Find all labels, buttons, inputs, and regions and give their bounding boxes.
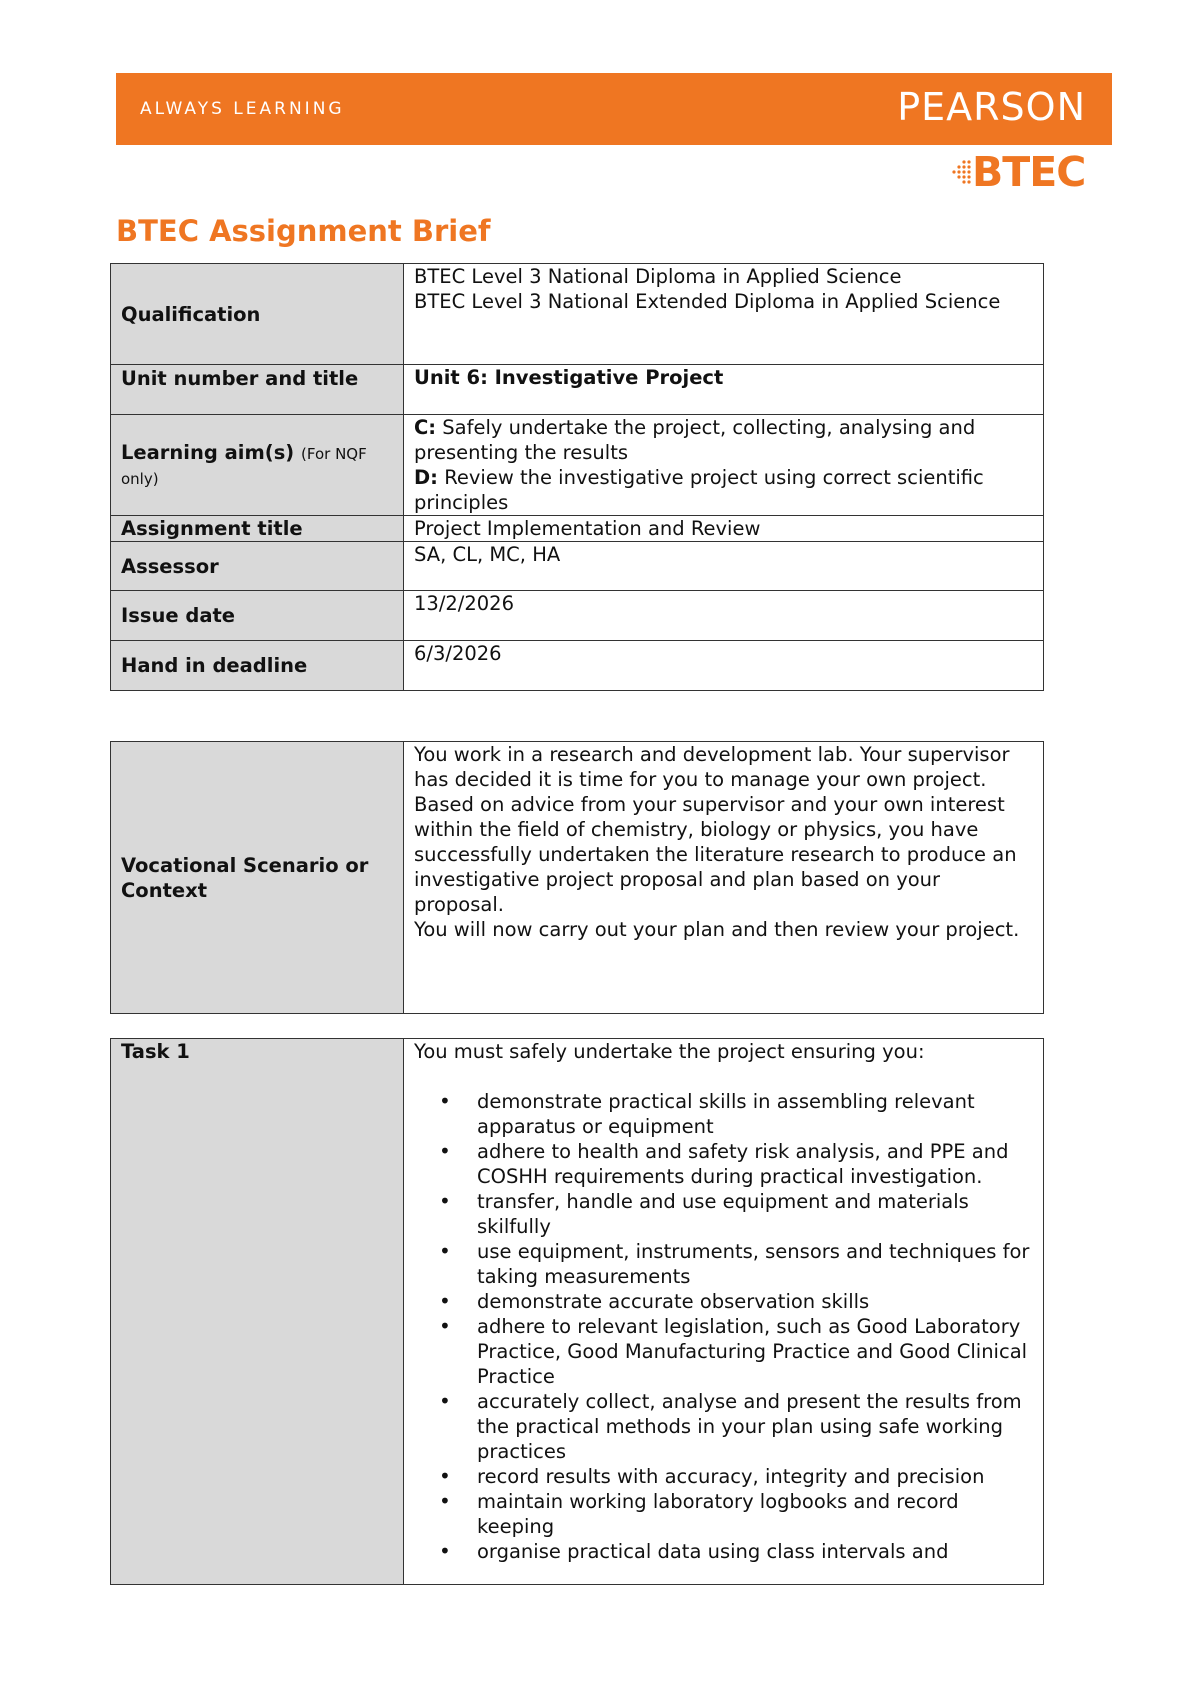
- assignment-title-value: Project Implementation and Review: [404, 516, 1044, 542]
- task1-intro: You must safely undertake the project ensuring you:: [414, 1040, 925, 1063]
- learning-aims-value: [404, 415, 1044, 516]
- qualification-value: BTEC Level 3 National Diploma in Applied Science BTEC Level 3 National Extended Diploma in Applied Science: [404, 264, 1044, 365]
- deadline-label: Hand in deadline: [111, 641, 404, 691]
- list-item: • maintain working laboratory logbooks and record keeping: [477, 1489, 1033, 1539]
- aims-note: (For NQF only): [121, 445, 367, 488]
- task1-content: [404, 1039, 1044, 1585]
- list-item: • organise practical data using class intervals and: [477, 1539, 1033, 1564]
- pearson-banner: [116, 73, 1112, 145]
- issue-date-label: Issue date: [111, 591, 404, 641]
- deadline-value: 6/3/2026: [404, 641, 1044, 691]
- scenario-paragraph: Based on advice from your supervisor and your own interest within the field of chemistry, biology or physics, you have successfully undertaken the literature research to produce an investigative project proposal and plan based on your proposal.: [414, 793, 1017, 916]
- task1-label: Task 1: [111, 1039, 404, 1585]
- list-item: • demonstrate practical skills in assembling relevant apparatus or equipment: [477, 1089, 1033, 1139]
- list-item: • adhere to relevant legislation, such as Good Laboratory Practice, Good Manufacturing Practice and Good Clinical Practice: [477, 1314, 1033, 1389]
- task1-bullet-list: [414, 1089, 1033, 1564]
- learning-aims-label: Learning aim(s) (For NQF only): [111, 415, 404, 516]
- assessor-label: Assessor: [111, 542, 404, 591]
- aim-d: D: Review the investigative project using correct scientific principles: [414, 466, 984, 514]
- pearson-logo: PEARSON: [897, 85, 1086, 129]
- assignment-title-label: Assignment title: [111, 516, 404, 542]
- issue-date-value: 13/2/2026: [404, 591, 1044, 641]
- aim-c: C: Safely undertake the project, collecting, analysing and presenting the results: [414, 416, 976, 464]
- list-item: • demonstrate accurate observation skills: [477, 1289, 1033, 1314]
- list-item: • transfer, handle and use equipment and materials skilfully: [477, 1189, 1033, 1239]
- scenario-table: [110, 741, 1044, 1014]
- page-title: BTEC Assignment Brief: [116, 214, 491, 248]
- scenario-paragraph: You work in a research and development lab. Your supervisor has decided it is time for you to manage your own project.: [414, 743, 1010, 791]
- qualification-label: Qualification: [111, 264, 404, 365]
- scenario-paragraph: You will now carry out your plan and then review your project.: [414, 918, 1020, 941]
- summary-table: [110, 263, 1044, 691]
- btec-dots-icon: [944, 158, 974, 188]
- list-item: • adhere to health and safety risk analysis, and PPE and COSHH requirements during practical investigation.: [477, 1139, 1033, 1189]
- list-item: • record results with accuracy, integrity and precision: [477, 1464, 1033, 1489]
- list-item: • use equipment, instruments, sensors and techniques for taking measurements: [477, 1239, 1033, 1289]
- btec-wordmark: BTEC: [972, 148, 1086, 196]
- scenario-label: Vocational Scenario or Context: [111, 742, 404, 1014]
- task-table: [110, 1038, 1044, 1585]
- assessor-value: SA, CL, MC, HA: [404, 542, 1044, 591]
- list-item: • accurately collect, analyse and present the results from the practical methods in your plan using safe working practices: [477, 1389, 1033, 1464]
- scenario-text: [404, 742, 1044, 1014]
- unit-label: Unit number and title: [111, 365, 404, 415]
- unit-value: Unit 6: Investigative Project: [404, 365, 1044, 415]
- banner-tagline: ALWAYS LEARNING: [140, 99, 345, 119]
